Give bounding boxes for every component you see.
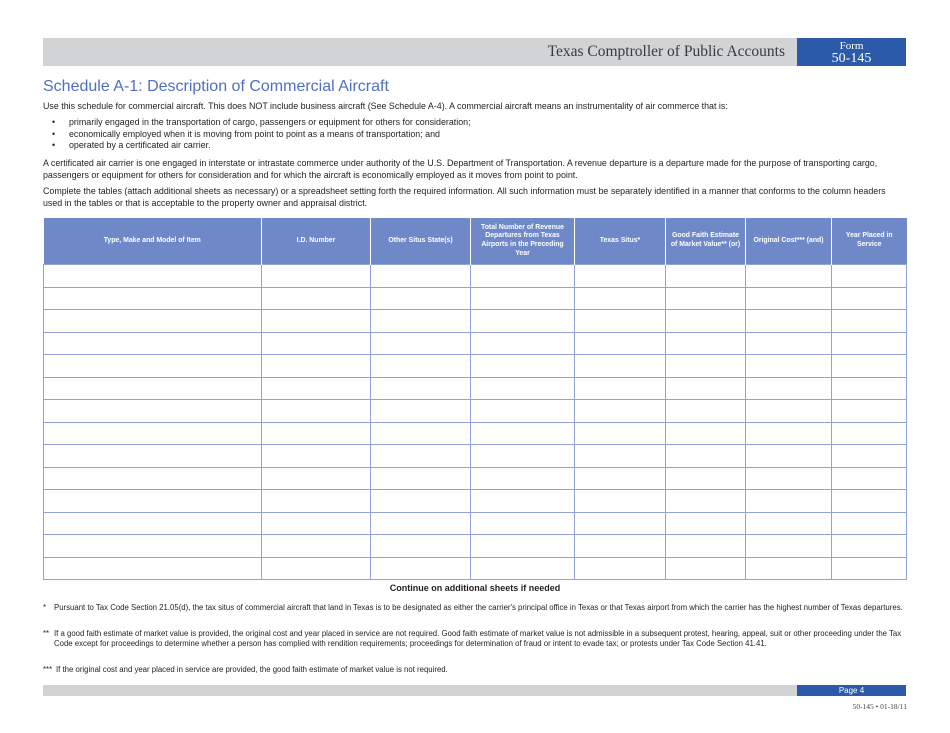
footnote-2 bbox=[43, 629, 907, 649]
form-number-box bbox=[797, 38, 906, 66]
table-cell[interactable] bbox=[666, 535, 746, 558]
column-header: Original Cost*** (and) bbox=[746, 218, 832, 265]
table-cell[interactable] bbox=[44, 445, 262, 468]
table-cell[interactable] bbox=[666, 332, 746, 355]
column-header: I.D. Number bbox=[262, 218, 371, 265]
table-cell[interactable] bbox=[371, 265, 471, 288]
table-row bbox=[44, 265, 907, 288]
table-cell[interactable] bbox=[575, 310, 666, 333]
table-cell[interactable] bbox=[832, 310, 907, 333]
table-cell[interactable] bbox=[832, 512, 907, 535]
table-cell[interactable] bbox=[666, 445, 746, 468]
table-cell[interactable] bbox=[471, 377, 575, 400]
table-cell[interactable] bbox=[262, 512, 371, 535]
table-row bbox=[44, 445, 907, 468]
table-cell[interactable] bbox=[471, 265, 575, 288]
table-cell[interactable] bbox=[575, 422, 666, 445]
table-cell[interactable] bbox=[44, 310, 262, 333]
bullet-text: economically employed when it is moving from point to point as a means of transportation; and bbox=[69, 128, 440, 139]
table-cell[interactable] bbox=[666, 557, 746, 580]
table-cell[interactable] bbox=[262, 445, 371, 468]
table-cell[interactable] bbox=[575, 355, 666, 378]
table-cell[interactable] bbox=[746, 310, 832, 333]
table-cell[interactable] bbox=[44, 355, 262, 378]
table-row bbox=[44, 310, 907, 333]
agency-name: Texas Comptroller of Public Accounts bbox=[547, 43, 785, 60]
table-cell[interactable] bbox=[262, 422, 371, 445]
form-label: Form bbox=[839, 40, 864, 52]
table-cell[interactable] bbox=[575, 287, 666, 310]
footnote-mark: ** bbox=[43, 629, 50, 638]
table-cell[interactable] bbox=[575, 400, 666, 423]
table-cell[interactable] bbox=[371, 557, 471, 580]
table-cell[interactable] bbox=[666, 422, 746, 445]
continue-note: Continue on additional sheets if needed bbox=[389, 583, 561, 593]
table-cell[interactable] bbox=[832, 287, 907, 310]
header-bar bbox=[43, 38, 797, 66]
bullet-item: • primarily engaged in the transportation of cargo, passengers or equipment for others for consideration; bbox=[52, 117, 471, 127]
table-cell[interactable] bbox=[575, 557, 666, 580]
footnote-mark: *** bbox=[43, 665, 53, 674]
table-cell[interactable] bbox=[746, 400, 832, 423]
table-cell[interactable] bbox=[746, 490, 832, 513]
table-cell[interactable] bbox=[471, 310, 575, 333]
column-header: Year Placed in Service bbox=[832, 218, 907, 265]
table-row bbox=[44, 355, 907, 378]
table-cell[interactable] bbox=[371, 377, 471, 400]
table-cell[interactable] bbox=[746, 422, 832, 445]
table-cell[interactable] bbox=[44, 512, 262, 535]
table-cell[interactable] bbox=[262, 400, 371, 423]
table-cell[interactable] bbox=[575, 490, 666, 513]
table-cell[interactable] bbox=[666, 490, 746, 513]
table-cell[interactable] bbox=[666, 512, 746, 535]
table-row bbox=[44, 557, 907, 580]
table-cell[interactable] bbox=[262, 557, 371, 580]
table-cell[interactable] bbox=[746, 535, 832, 558]
table-cell[interactable] bbox=[666, 265, 746, 288]
table-body bbox=[44, 265, 907, 580]
table-cell[interactable] bbox=[832, 535, 907, 558]
table-cell[interactable] bbox=[471, 557, 575, 580]
table-cell[interactable] bbox=[746, 445, 832, 468]
table-cell[interactable] bbox=[371, 422, 471, 445]
table-cell[interactable] bbox=[371, 512, 471, 535]
table-row bbox=[44, 422, 907, 445]
column-header: Texas Situs* bbox=[575, 218, 666, 265]
table-cell[interactable] bbox=[575, 377, 666, 400]
table-cell[interactable] bbox=[44, 535, 262, 558]
table-cell[interactable] bbox=[575, 467, 666, 490]
footnote-text: Pursuant to Tax Code Section 21.05(d), the tax situs of commercial aircraft that land in Texas is to be designated as either the carrier's principal office in Texas or that Texas airport from which the carrier has the highest number of Texas departures. bbox=[54, 603, 903, 612]
table-cell[interactable] bbox=[371, 310, 471, 333]
table-cell[interactable] bbox=[371, 490, 471, 513]
table-cell[interactable] bbox=[666, 467, 746, 490]
table-cell[interactable] bbox=[44, 467, 262, 490]
table-cell[interactable] bbox=[746, 265, 832, 288]
table-cell[interactable] bbox=[575, 265, 666, 288]
table-cell[interactable] bbox=[471, 355, 575, 378]
table-cell[interactable] bbox=[746, 332, 832, 355]
bullet-list bbox=[52, 117, 471, 152]
table-cell[interactable] bbox=[262, 265, 371, 288]
table-cell[interactable] bbox=[371, 467, 471, 490]
table-cell[interactable] bbox=[746, 377, 832, 400]
table-cell[interactable] bbox=[44, 490, 262, 513]
table-cell[interactable] bbox=[44, 400, 262, 423]
table-cell[interactable] bbox=[832, 377, 907, 400]
table-cell[interactable] bbox=[471, 490, 575, 513]
table-row bbox=[44, 287, 907, 310]
column-header: Total Number of Revenue Departures from Texas Airports in the Preceding Year bbox=[471, 218, 575, 265]
table-row bbox=[44, 400, 907, 423]
footnote-mark: * bbox=[43, 603, 47, 612]
table-cell[interactable] bbox=[262, 332, 371, 355]
footnote-text: If the original cost and year placed in service are provided, the good faith estimate of market value is not required. bbox=[56, 665, 448, 674]
table-cell[interactable] bbox=[832, 490, 907, 513]
column-header: Type, Make and Model of Item bbox=[44, 218, 262, 265]
bullet-item: • economically employed when it is moving from point to point as a means of transportation; and bbox=[52, 128, 440, 139]
table-cell[interactable] bbox=[471, 445, 575, 468]
form-number: 50-145 bbox=[831, 51, 872, 66]
definition-paragraph: A certificated air carrier is one engaged in interstate or intrastate commerce under authority of the U.S. Department of Transportation. A revenue departure is a departure made for the purpose of transporting cargo, passengers or equipment for others for consideration and for which the aircraft is economically employed as it moves from point to point. bbox=[43, 158, 878, 180]
aircraft-table bbox=[43, 218, 907, 580]
table-cell[interactable] bbox=[832, 265, 907, 288]
table-cell[interactable] bbox=[44, 422, 262, 445]
table-cell[interactable] bbox=[471, 535, 575, 558]
table-cell[interactable] bbox=[262, 355, 371, 378]
form-revision-code: 50-145 • 01-18/11 bbox=[852, 702, 907, 711]
table-cell[interactable] bbox=[44, 332, 262, 355]
footnote-text: If a good faith estimate of market value is provided, the original cost and year placed in service are not required. Good faith estimate of market value is not admissible in a subsequent protest, hearing, appeal, suit or other proceeding under the Tax Code except for proceedings to determine whether a person has complied with rendition requirements; proceedings for determination of fraud or intent to evade tax; or protests under Tax Code Section 41.41. bbox=[54, 629, 902, 648]
table-cell[interactable] bbox=[746, 512, 832, 535]
table-cell[interactable] bbox=[262, 310, 371, 333]
table-cell[interactable] bbox=[832, 557, 907, 580]
table-row bbox=[44, 490, 907, 513]
table-cell[interactable] bbox=[666, 310, 746, 333]
table-cell[interactable] bbox=[371, 445, 471, 468]
table-cell[interactable] bbox=[262, 287, 371, 310]
table-cell[interactable] bbox=[575, 535, 666, 558]
table-cell[interactable] bbox=[371, 287, 471, 310]
table-cell[interactable] bbox=[832, 467, 907, 490]
table-cell[interactable] bbox=[262, 490, 371, 513]
table-cell[interactable] bbox=[666, 287, 746, 310]
table-cell[interactable] bbox=[44, 377, 262, 400]
column-header: Other Situs State(s) bbox=[371, 218, 471, 265]
table-cell[interactable] bbox=[832, 445, 907, 468]
footnote-3 bbox=[43, 665, 907, 675]
table-cell[interactable] bbox=[666, 355, 746, 378]
intro-paragraph: Use this schedule for commercial aircraft. This does NOT include business aircraft (See Schedule A-4). A commercial aircraft means an instrumentality of air commerce that is: bbox=[43, 101, 728, 111]
table-cell[interactable] bbox=[471, 467, 575, 490]
table-row bbox=[44, 512, 907, 535]
table-cell[interactable] bbox=[746, 287, 832, 310]
table-cell[interactable] bbox=[832, 355, 907, 378]
table-cell[interactable] bbox=[371, 400, 471, 423]
table-cell[interactable] bbox=[832, 422, 907, 445]
table-cell[interactable] bbox=[832, 400, 907, 423]
table-cell[interactable] bbox=[471, 332, 575, 355]
table-cell[interactable] bbox=[371, 332, 471, 355]
bullet-item: • operated by a certificated air carrier. bbox=[52, 140, 211, 151]
schedule-title: Schedule A-1: Description of Commercial Aircraft bbox=[43, 78, 389, 95]
footnote-1 bbox=[43, 603, 907, 613]
bullet-text: primarily engaged in the transportation of cargo, passengers or equipment for others for consideration; bbox=[69, 117, 471, 127]
table-cell[interactable] bbox=[471, 287, 575, 310]
table-header-row bbox=[44, 218, 907, 265]
table-cell[interactable] bbox=[666, 377, 746, 400]
table-row bbox=[44, 467, 907, 490]
table-cell[interactable] bbox=[44, 265, 262, 288]
bullet-text: operated by a certificated air carrier. bbox=[69, 140, 211, 151]
table-cell[interactable] bbox=[44, 557, 262, 580]
table-row bbox=[44, 535, 907, 558]
table-cell[interactable] bbox=[262, 535, 371, 558]
table-cell[interactable] bbox=[44, 287, 262, 310]
instructions-paragraph: Complete the tables (attach additional sheets as necessary) or a spreadsheet setting forth the required information. All such information must be separately identified in a manner that conforms to the column headers used in the tables or that is acceptable to the property owner and appraisal district. bbox=[43, 186, 886, 208]
footer-bar bbox=[43, 685, 797, 696]
table-cell[interactable] bbox=[262, 377, 371, 400]
table-cell[interactable] bbox=[471, 400, 575, 423]
table-cell[interactable] bbox=[832, 332, 907, 355]
table-cell[interactable] bbox=[575, 512, 666, 535]
column-header: Good Faith Estimate of Market Value** (or) bbox=[666, 218, 746, 265]
table-cell[interactable] bbox=[262, 467, 371, 490]
table-cell[interactable] bbox=[471, 512, 575, 535]
table-cell[interactable] bbox=[746, 355, 832, 378]
table-cell[interactable] bbox=[471, 422, 575, 445]
table-cell[interactable] bbox=[746, 557, 832, 580]
table-cell[interactable] bbox=[575, 332, 666, 355]
table-cell[interactable] bbox=[371, 355, 471, 378]
table-cell[interactable] bbox=[371, 535, 471, 558]
table-row bbox=[44, 332, 907, 355]
table-cell[interactable] bbox=[666, 400, 746, 423]
page-number: Page 4 bbox=[797, 685, 906, 696]
table-cell[interactable] bbox=[575, 445, 666, 468]
table-row bbox=[44, 377, 907, 400]
table-cell[interactable] bbox=[746, 467, 832, 490]
